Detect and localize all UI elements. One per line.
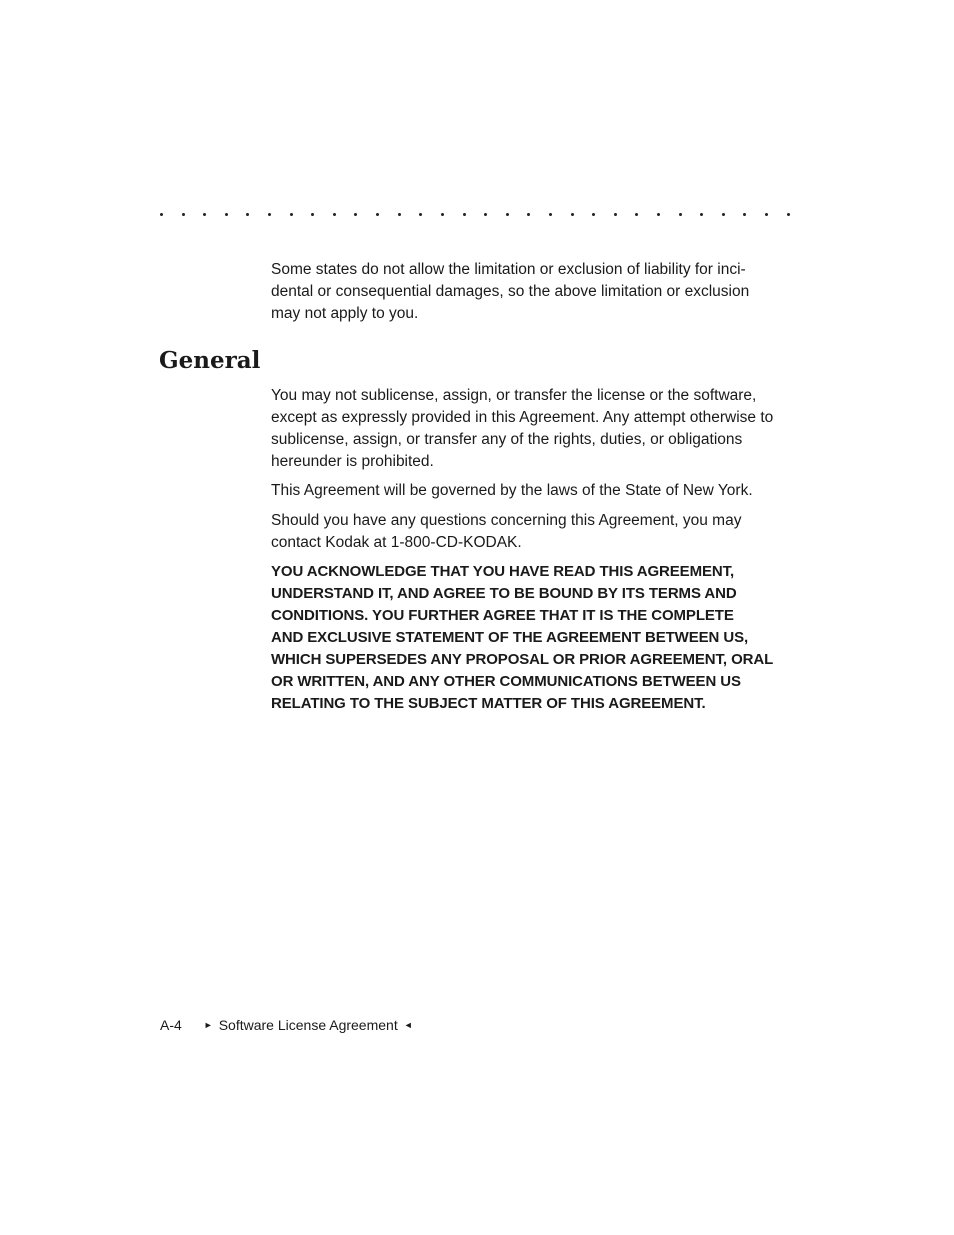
text-line: Some states do not allow the limitation or exclusion of liability for inci- xyxy=(271,261,746,278)
text-line: except as expressly provided in this Agreement. Any attempt otherwise to xyxy=(271,409,774,426)
contact-paragraph xyxy=(271,510,791,554)
text-line: WHICH SUPERSEDES ANY PROPOSAL OR PRIOR AGREEMENT, ORAL xyxy=(271,651,774,668)
page-footer xyxy=(160,1017,419,1033)
text-line: You may not sublicense, assign, or transfer the license or the software, xyxy=(271,387,757,404)
text-line: dental or consequential damages, so the above limitation or exclusion xyxy=(271,283,750,300)
acknowledgement-paragraph xyxy=(271,561,791,715)
text-line: hereunder is prohibited. xyxy=(271,453,434,470)
text-line: contact Kodak at 1-800-CD-KODAK. xyxy=(271,534,522,551)
text-line: OR WRITTEN, AND ANY OTHER COMMUNICATIONS BETWEEN US xyxy=(271,673,741,690)
text-line: may not apply to you. xyxy=(271,305,419,322)
right-triangle-icon: ► xyxy=(203,1020,213,1030)
text-line: UNDERSTAND IT, AND AGREE TO BE BOUND BY ITS TERMS AND xyxy=(271,585,737,602)
section-heading: General xyxy=(159,347,261,374)
dotted-rule xyxy=(160,204,790,224)
text-line: YOU ACKNOWLEDGE THAT YOU HAVE READ THIS AGREEMENT, xyxy=(271,563,735,580)
text-line: CONDITIONS. YOU FURTHER AGREE THAT IT IS THE COMPLETE xyxy=(271,607,734,624)
text-line: sublicense, assign, or transfer any of the rights, duties, or obligations xyxy=(271,431,743,448)
text-line: RELATING TO THE SUBJECT MATTER OF THIS AGREEMENT. xyxy=(271,695,706,712)
left-triangle-icon: ◄ xyxy=(403,1020,413,1030)
page-number: A-4 xyxy=(160,1017,182,1033)
intro-paragraph xyxy=(271,259,791,325)
license-transfer-paragraph xyxy=(271,385,791,473)
governing-law-paragraph xyxy=(271,480,791,502)
text-line: This Agreement will be governed by the laws of the State of New York. xyxy=(271,482,753,499)
text-line: Should you have any questions concerning this Agreement, you may xyxy=(271,512,742,529)
text-line: AND EXCLUSIVE STATEMENT OF THE AGREEMENT BETWEEN US, xyxy=(271,629,749,646)
footer-title: Software License Agreement xyxy=(218,1017,398,1033)
